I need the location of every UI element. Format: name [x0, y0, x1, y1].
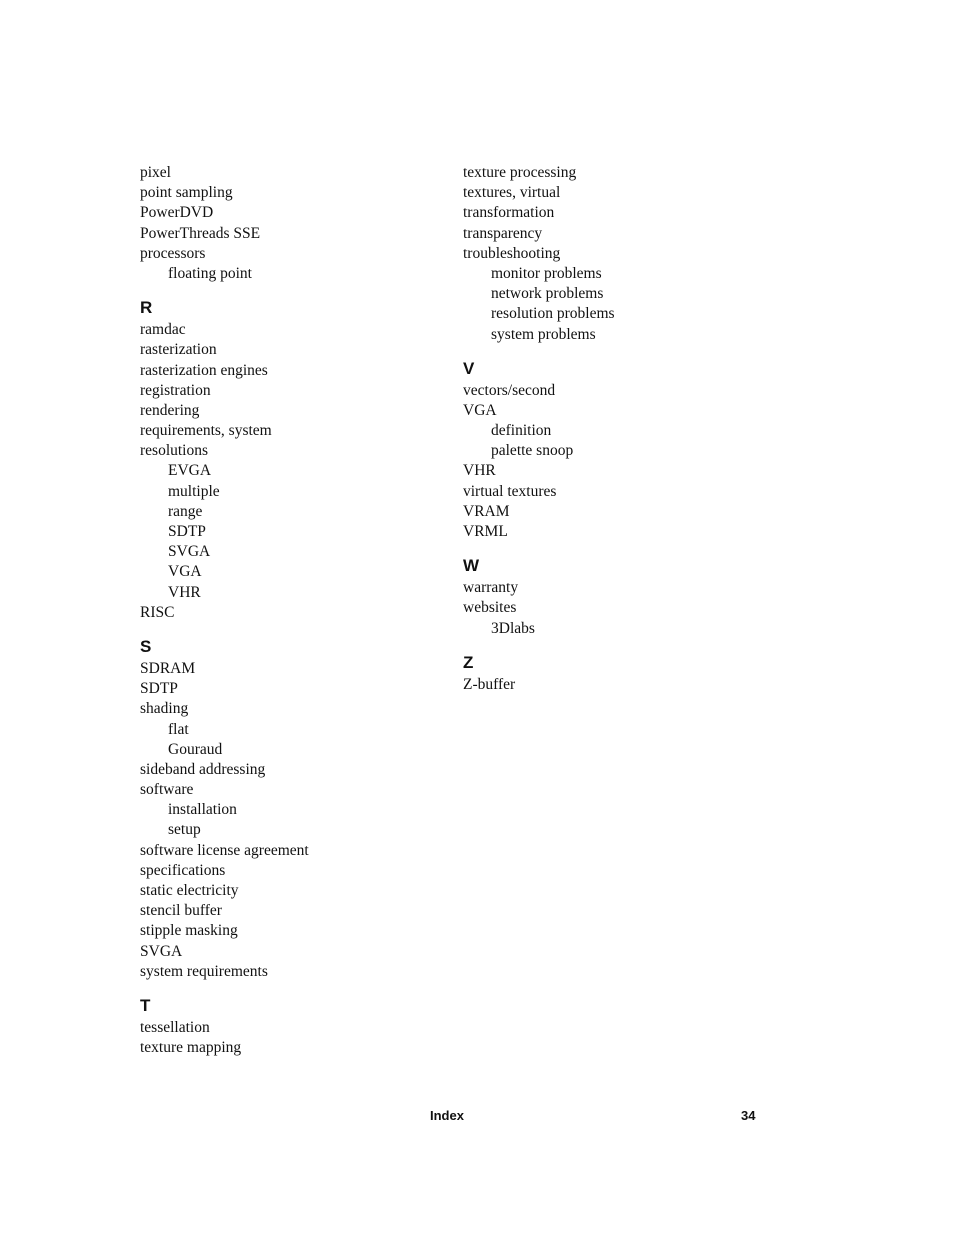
index-subentry: Gouraud	[168, 740, 223, 758]
index-section-letter: Z	[463, 652, 474, 672]
index-entry: vectors/second	[463, 381, 556, 399]
index-entry: pixel	[140, 164, 171, 181]
footer-page-number: 34	[741, 1108, 756, 1123]
index-entry: static electricity	[140, 882, 239, 899]
index-entry: stencil buffer	[140, 902, 222, 920]
index-entry: sideband addressing	[140, 760, 266, 778]
index-subentry: VHR	[168, 583, 201, 601]
index-entry: ramdac	[140, 321, 186, 339]
index-entry: VRML	[463, 523, 508, 540]
index-entry: RISC	[140, 603, 175, 621]
index-entry: registration	[140, 381, 211, 399]
index-entry: rendering	[140, 401, 200, 419]
index-section-letter: W	[463, 556, 480, 576]
index-entry: resolutions	[140, 442, 209, 460]
index-subentry: network problems	[491, 285, 604, 303]
index-entry: websites	[463, 599, 517, 617]
index-subentry: system problems	[491, 325, 596, 343]
index-subentry: VGA	[168, 563, 202, 581]
index-entry: software	[140, 781, 194, 799]
index-entry: transparency	[463, 224, 543, 242]
index-subentry: palette snoop	[491, 442, 574, 460]
index-entry: SDTP	[140, 680, 178, 698]
index-entry: system requirements	[140, 962, 268, 980]
index-subentry: multiple	[168, 482, 220, 500]
index-section-letter: T	[140, 995, 151, 1015]
index-entry: PowerThreads SSE	[140, 224, 261, 242]
index-column-right	[463, 163, 763, 695]
index-entry: warranty	[463, 579, 519, 597]
index-entry: stipple masking	[140, 922, 238, 940]
index-column-left	[140, 163, 440, 1058]
index-subentry: definition	[491, 422, 552, 440]
index-entry: SDRAM	[140, 659, 196, 677]
index-subentry: floating point	[168, 264, 252, 282]
index-entry: rasterization engines	[140, 361, 268, 379]
index-entry: troubleshooting	[463, 244, 561, 262]
index-entry: shading	[140, 700, 189, 718]
index-subentry: SVGA	[168, 543, 211, 561]
index-entry: virtual textures	[463, 482, 557, 500]
index-entry: Z-buffer	[463, 675, 516, 693]
index-entry: rasterization	[140, 341, 217, 359]
index-entry: software license agreement	[140, 841, 309, 859]
index-subentry: SDTP	[168, 523, 206, 540]
index-entry: transformation	[463, 204, 555, 222]
index-entry: processors	[140, 244, 206, 262]
index-entry: SVGA	[140, 942, 183, 960]
footer-section-title: Index	[430, 1108, 464, 1123]
index-subentry: EVGA	[168, 462, 212, 480]
index-subentry: monitor problems	[491, 264, 602, 282]
index-subentry: flat	[168, 720, 189, 738]
index-entry: specifications	[140, 861, 226, 879]
index-section-letter: R	[140, 298, 153, 318]
index-subentry: 3Dlabs	[491, 619, 535, 637]
index-section-letter: V	[463, 358, 475, 378]
index-section-letter: S	[140, 636, 152, 656]
index-entry: point sampling	[140, 184, 233, 202]
index-entry: tessellation	[140, 1018, 210, 1036]
index-entry: VRAM	[463, 502, 510, 520]
index-entry: textures, virtual	[463, 184, 561, 202]
index-subentry: installation	[168, 801, 237, 819]
index-entry: PowerDVD	[140, 204, 214, 222]
index-entry: texture processing	[463, 164, 577, 181]
index-subentry: setup	[168, 821, 201, 839]
index-entry: requirements, system	[140, 422, 272, 440]
index-entry: VGA	[463, 401, 497, 419]
index-entry: VHR	[463, 462, 496, 480]
index-subentry: resolution problems	[491, 305, 615, 323]
index-entry: texture mapping	[140, 1039, 242, 1057]
index-subentry: range	[168, 502, 203, 520]
